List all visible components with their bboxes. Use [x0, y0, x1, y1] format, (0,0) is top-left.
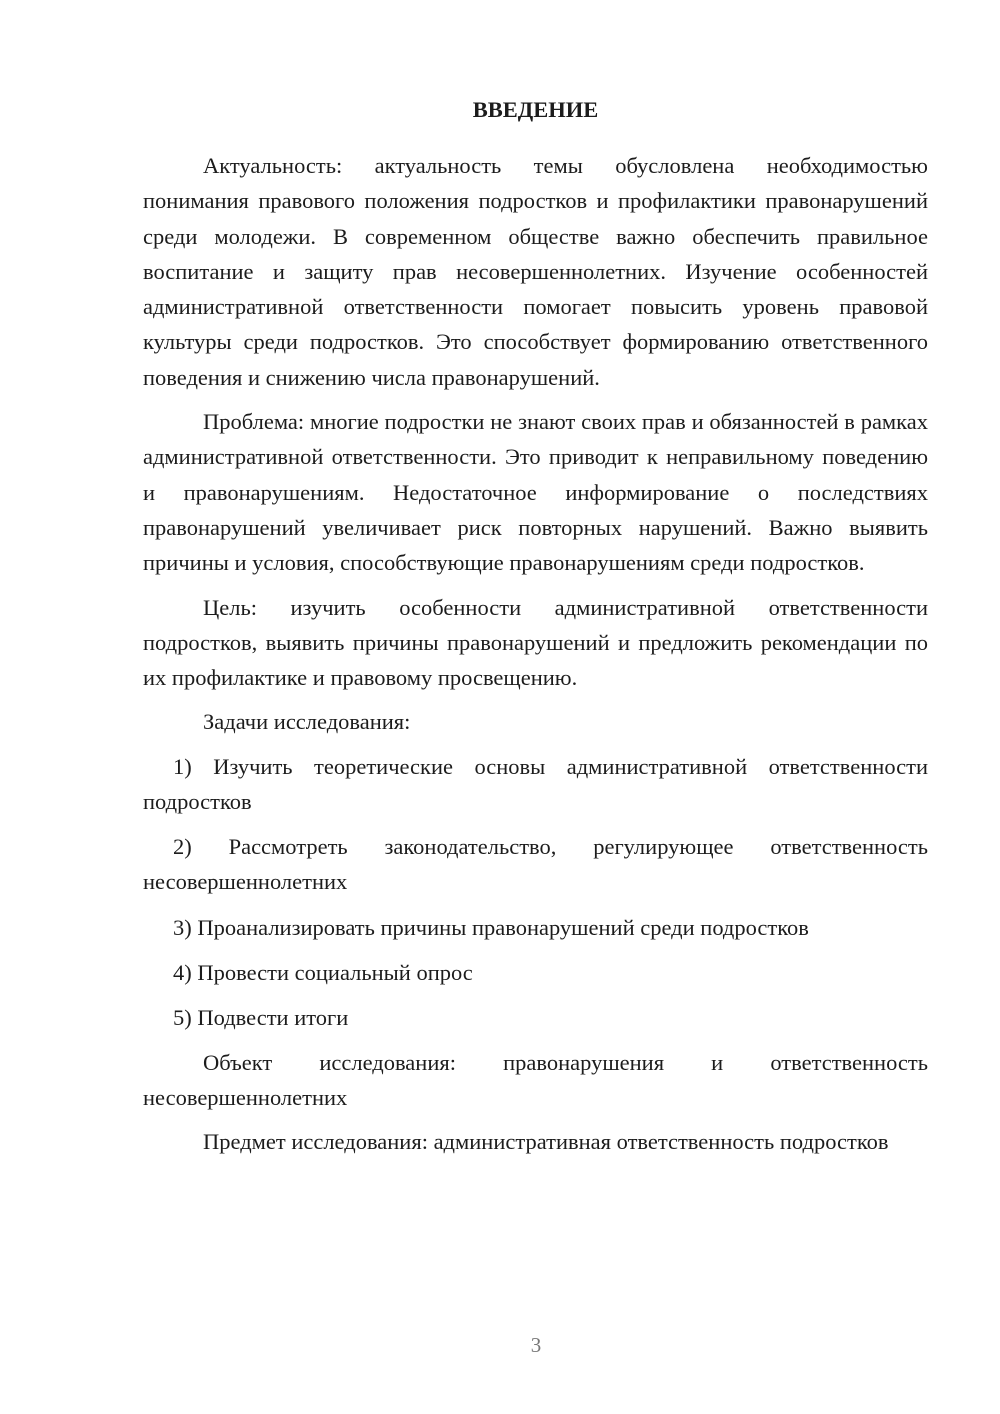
section-title: ВВЕДЕНИЕ [472, 97, 599, 122]
list-item: 1) Изучить теоретические основы административной ответственности подростков [143, 753, 928, 815]
list-item: 4) Провести социальный опрос [173, 959, 473, 985]
list-item: 5) Подвести итоги [173, 1004, 349, 1030]
paragraph-problem: Проблема: многие подростки не знают своих прав и обязанностей в рамках административной ответственности. Это приводит к неправильному поведению и правонарушениям. Недостаточное информирование о последствиях правонарушений увеличивает риск повторных нарушений. Важно выявить причины и условия, способствующие правонарушениям среди подростков. [143, 409, 928, 576]
paragraph-goal: Цель: изучить особенности административной ответственности подростков, выявить причины правонарушений и предложить рекомендации по их профилактике и правовому просвещению. [143, 594, 928, 691]
tasks-heading: Задачи исследования: [203, 709, 411, 735]
paragraph-relevance: Актуальность: актуальность темы обусловлена необходимостью понимания правового положения подростков и профилактики правонарушений среди молодежи. В современном обществе важно обеспечить правильное воспитание и защиту прав несовершеннолетних. Изучение особенностей административной ответственности помогает повысить уровень правовой культуры среди подростков. Это способствует формированию ответственного поведения и снижению числа правонарушений. [143, 153, 928, 390]
page-number: 3 [530, 1333, 542, 1357]
document-page [143, 90, 928, 1169]
list-item: 2) Рассмотреть законодательство, регулирующее ответственность несовершеннолетних [143, 834, 928, 895]
list-item: 3) Проанализировать причины правонарушений среди подростков [173, 914, 809, 940]
paragraph-subject: Предмет исследования: административная ответственность подростков [203, 1129, 889, 1155]
tasks-list [143, 749, 928, 1035]
paragraph-object: Объект исследования: правонарушения и ответственность несовершеннолетних [143, 1049, 928, 1111]
